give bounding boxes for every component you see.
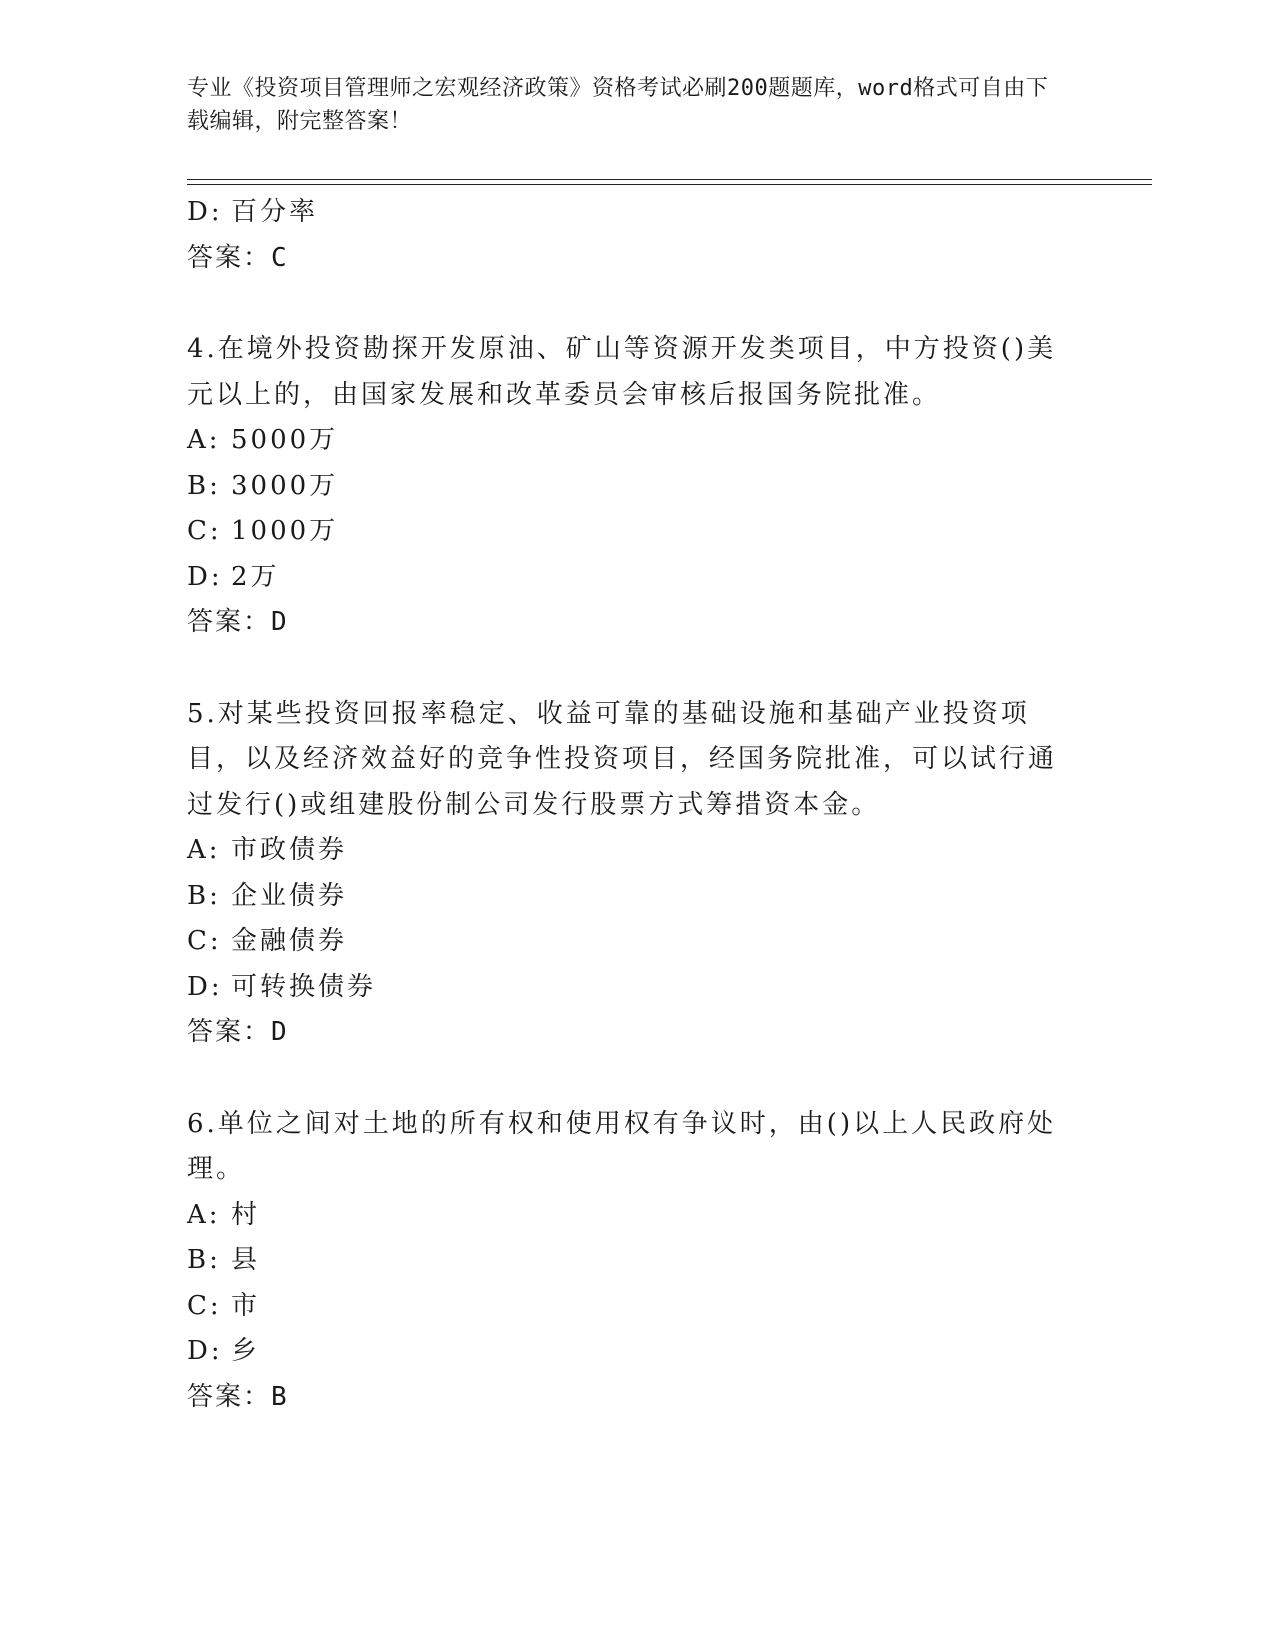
question-5-option-b	[187, 874, 1067, 920]
option-text: 5000万	[231, 425, 339, 455]
question-4-text: 4.在境外投资勘探开发原油、矿山等资源开发类项目，中方投资()美元以上的，由国家发展和改革委员会审核后报国务院批准。	[187, 334, 1057, 410]
question-4-answer: 答案：D	[187, 607, 289, 637]
option-text: 3000万	[231, 470, 339, 501]
option-text: 百分率	[231, 197, 319, 227]
question-5-answer: 答案：D	[187, 1017, 289, 1047]
question-5-option-d	[187, 965, 1067, 1011]
prev-question-option-d	[187, 190, 1067, 236]
option-key: D:	[187, 197, 223, 227]
spacer	[187, 281, 1067, 327]
option-key: C:	[187, 516, 222, 546]
option-key: A:	[187, 1199, 221, 1230]
question-6-option-d	[187, 1329, 1067, 1375]
option-key: D:	[187, 971, 223, 1002]
option-key: B:	[187, 880, 221, 911]
option-key: A:	[187, 835, 221, 865]
option-text: 市	[231, 1290, 261, 1321]
option-text: 金融债券	[231, 926, 348, 956]
question-6-option-b	[187, 1238, 1067, 1284]
option-text: 可转换债券	[231, 971, 377, 1002]
question-6-answer: 答案：B	[187, 1381, 289, 1412]
question-5-option-c	[187, 919, 1067, 965]
question-4-option-b	[187, 464, 1067, 510]
option-key: C:	[187, 1290, 222, 1321]
option-text: 1000万	[231, 516, 339, 546]
question-4-option-a	[187, 418, 1067, 464]
option-key: D:	[187, 561, 223, 592]
question-6-text: 6.单位之间对土地的所有权和使用权有争议时，由()以上人民政府处理。	[187, 1108, 1057, 1184]
header-rule-top	[187, 179, 1152, 180]
question-4-option-d	[187, 555, 1067, 601]
question-4-option-c	[187, 509, 1067, 555]
question-5-option-a	[187, 828, 1067, 874]
question-5-text: 5.对某些投资回报率稳定、收益可靠的基础设施和基础产业投资项目，以及经济效益好的竞争性投资项目，经国务院批准，可以试行通过发行()或组建股份制公司发行股票方式筹措资本金。	[187, 698, 1058, 820]
option-text: 乡	[231, 1336, 261, 1366]
option-text: 2万	[231, 561, 280, 592]
document-body	[187, 190, 1067, 1420]
option-key: A:	[187, 425, 221, 455]
document-header-title: 专业《投资项目管理师之宏观经济政策》资格考试必刷200题题库，word格式可自由下载编辑，附完整答案！	[187, 76, 1049, 134]
spacer	[187, 1056, 1067, 1102]
option-text: 企业债券	[231, 880, 348, 911]
prev-question-answer: 答案：C	[187, 242, 289, 273]
question-6-option-a	[187, 1193, 1067, 1239]
option-key: B:	[187, 1245, 221, 1275]
option-key: B:	[187, 470, 221, 501]
option-text: 县	[231, 1245, 261, 1275]
spacer	[187, 646, 1067, 692]
header-rule-bottom	[187, 184, 1152, 185]
option-text: 村	[231, 1199, 261, 1230]
option-key: D:	[187, 1336, 223, 1366]
option-key: C:	[187, 926, 222, 956]
option-text: 市政债券	[231, 835, 348, 865]
question-6-option-c	[187, 1284, 1067, 1330]
